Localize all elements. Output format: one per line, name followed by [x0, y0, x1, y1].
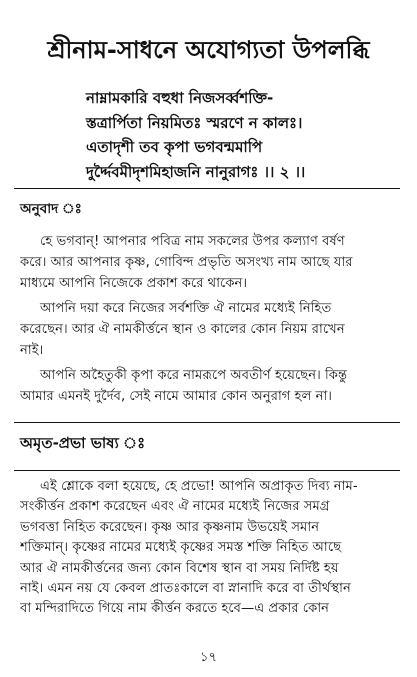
- verse-line: স্তত্রার্পিতা নিয়মিতঃ স্মরণে ন কালঃ।: [86, 113, 303, 132]
- translation-paragraph: [20, 365, 398, 407]
- commentary-paragraph: [20, 477, 398, 620]
- commentary-label: অমৃত-প্রভা ভাষ্য ঃ: [20, 434, 146, 452]
- verse-line: দুর্দ্দৈবমীদৃশমিহাজনি নানুরাগঃ ।। ২ ।।: [86, 162, 306, 181]
- text-line: এই শ্লোকে বলা হয়েছে, হে প্রভো! আপনি অপ্রাকৃত দিব্য নাম-: [40, 479, 358, 494]
- section-divider: [14, 188, 400, 189]
- section-divider: [14, 422, 400, 423]
- section-divider: [14, 470, 400, 471]
- text-line: বা মন্দিরাদিতে গিয়ে নাম কীর্ত্তন করতে হবে—এ প্রকার কোন: [20, 601, 330, 617]
- verse-line: নাম্নামকারি বহুধা নিজসর্ব্বশক্তি-: [86, 89, 274, 107]
- text-line: শক্তিমান্। কৃষ্ণের নামের মধ্যেই কৃষ্ণের সমস্ত শক্তি নিহিত আছে: [20, 540, 342, 556]
- text-line: সংকীর্ত্তন প্রকাশ করেছেন এবং ঐ নামের মধ্যেই নিজের সমগ্র: [20, 499, 330, 515]
- translation-paragraph: [20, 231, 398, 294]
- sanskrit-verse: [86, 86, 406, 184]
- text-line: নাই।: [20, 343, 44, 358]
- text-line: ভগবত্তা নিহিত করেছেন। কৃষ্ণ আর কৃষ্ণনাম উভয়েই সমান: [20, 519, 320, 535]
- text-line: আপনি দয়া করে নিজের সর্বশক্তি ঐ নামের মধ্যেই নিহিত: [40, 301, 332, 316]
- text-line: আর ঐ নামকীর্ত্তনের জন্য কোন বিশেষ স্থান বা সময় নির্দিষ্ট হয়: [20, 560, 339, 576]
- verse-line: এতাদৃশী তব কৃপা ভগবন্মমাপি: [86, 138, 263, 156]
- chapter-title: শ্রীনাম-সাধনে অযোগ্যতা উপলব্ধি: [47, 36, 370, 64]
- translation-paragraph: [20, 298, 398, 361]
- text-line: করেছেন। আর ঐ নামকীর্ত্তনে স্থান ও কালের কোন নিয়ম রাখেন: [20, 322, 345, 337]
- text-line: নাই। এমন নয় যে কেবল প্রাতঃকালে বা স্নানাদি করে বা তীর্থস্থান: [20, 581, 351, 597]
- text-line: করে। আর আপনার কৃষ্ণ, গোবিন্দ প্রভৃতি অসংখ্য নাম আছে যার: [20, 255, 353, 270]
- text-line: আপনি অহৈতুকী কৃপা করে নামরূপে অবতীর্ণ হয়েছেন। কিন্তু: [40, 368, 348, 383]
- page-number: ১৭: [200, 650, 217, 665]
- text-line: আমার এমনই দুর্দৈব, সেই নামে আমার কোন অনুরাগ হল না।: [20, 389, 332, 404]
- translation-label: অনুবাদ ঃ: [20, 201, 82, 217]
- text-line: হে ভগবান্! আপনার পবিত্র নাম সকলের উপর কল্যাণ বর্ষণ: [40, 234, 345, 249]
- text-line: মাধ্যমে আপনি নিজেকে প্রকাশ করে থাকেন।: [20, 276, 248, 291]
